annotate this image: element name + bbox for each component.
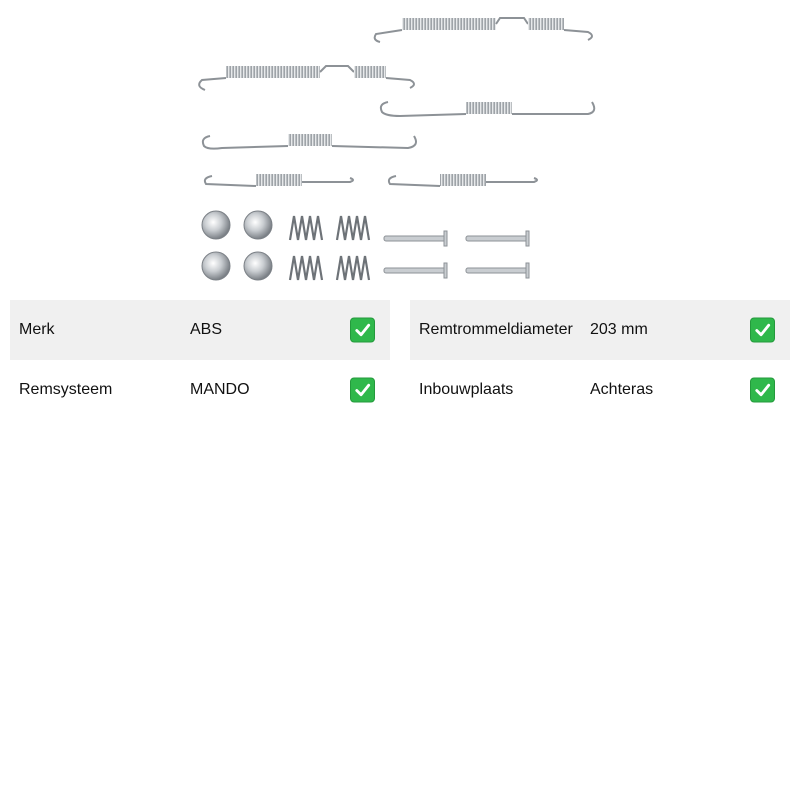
hold-down-pin-icon bbox=[384, 231, 529, 278]
spec-row-remsysteem bbox=[10, 360, 390, 420]
return-spring-icon bbox=[199, 66, 414, 90]
spec-value: Achteras bbox=[590, 381, 654, 398]
spec-value: 203 mm bbox=[590, 321, 648, 338]
spec-label: Inbouwplaats bbox=[419, 381, 514, 398]
return-spring-icon bbox=[389, 174, 537, 186]
check-icon bbox=[750, 378, 775, 403]
return-spring-icon bbox=[205, 174, 353, 186]
return-spring-icon bbox=[381, 102, 594, 116]
spec-label: Merk bbox=[19, 321, 55, 338]
spec-row-inbouwplaats bbox=[410, 360, 790, 420]
spec-row-merk bbox=[10, 300, 390, 360]
check-icon bbox=[350, 378, 375, 403]
check-icon bbox=[350, 318, 375, 343]
check-icon bbox=[750, 318, 775, 343]
return-spring-icon bbox=[375, 18, 592, 42]
spec-label: Remsysteem bbox=[19, 381, 113, 398]
spec-table-right bbox=[410, 300, 790, 420]
spec-value: ABS bbox=[190, 321, 223, 338]
product-image bbox=[190, 10, 610, 290]
spec-label: Remtrommeldiameter bbox=[419, 321, 573, 338]
spec-row-remtrommeldiameter bbox=[410, 300, 790, 360]
spec-table-left bbox=[10, 300, 390, 420]
compression-spring-icon bbox=[290, 216, 369, 280]
hold-down-cap-icon bbox=[202, 211, 272, 280]
return-spring-icon bbox=[203, 134, 416, 149]
spec-value: MANDO bbox=[190, 381, 250, 398]
